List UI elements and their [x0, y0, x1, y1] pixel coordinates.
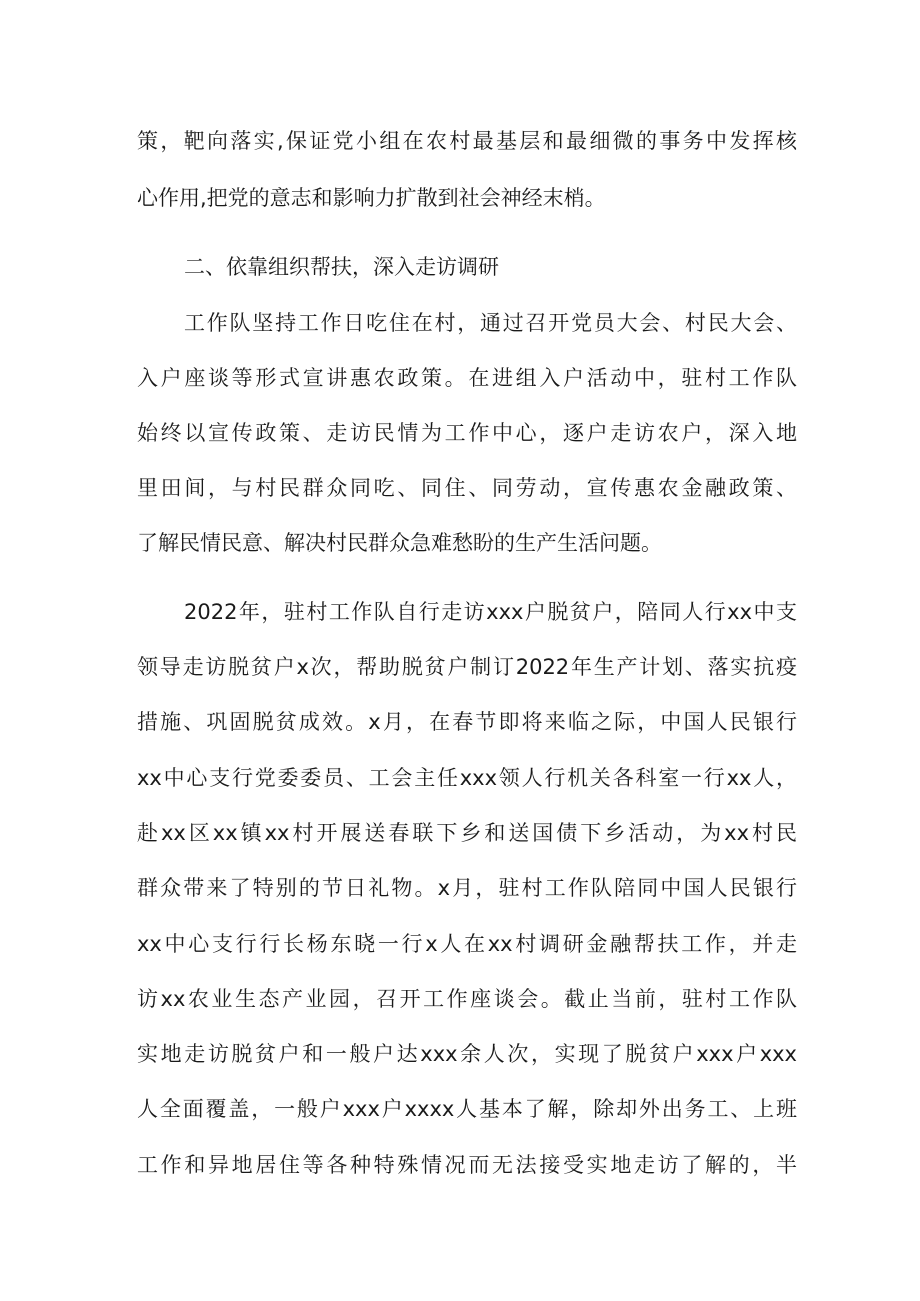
para3-line-8: 访xx农业生态产业园，召开工作座谈会。截止当前，驻村工作队 [137, 987, 797, 1011]
para2-line-4: 里田间，与村民群众同吃、同住、同劳动，宣传惠农金融政策、 [137, 476, 797, 500]
para2-line-1: 工作队坚持工作日吃住在村，通过召开党员大会、村民大会、 [184, 311, 797, 335]
para2-line-2: 入户座谈等形式宣讲惠农政策。在进组入户活动中，驻村工作队 [137, 366, 797, 390]
para3-line-3: 措施、巩固脱贫成效。x月，在春节即将来临之际，中国人民银行 [137, 710, 797, 734]
para3-line-10: 人全面覆盖，一般户xxx户xxxx人基本了解，除却外出务工、上班 [137, 1097, 797, 1121]
para1-line-2: 心作用,把党的意志和影响力扩散到社会神经末梢。 [137, 186, 606, 210]
para3-line-4: xx中心支行党委委员、工会主任xxx领人行机关各科室一行xx人， [137, 766, 797, 790]
para3-line-2: 领导走访脱贫户x次，帮助脱贫户制订2022年生产计划、落实抗疫 [137, 655, 797, 679]
para1-line-1: 策，靶向落实,保证党小组在农村最基层和最细微的事务中发挥核 [137, 129, 797, 153]
para3-line-7: xx中心支行行长杨东晓一行x人在xx村调研金融帮扶工作，并走 [137, 932, 797, 956]
para3-line-9: 实地走访脱贫户和一般户达xxx余人次，实现了脱贫户xxx户xxx [137, 1042, 797, 1066]
para3-line-5: 赴xx区xx镇xx村开展送春联下乡和送国债下乡活动，为xx村民 [137, 821, 797, 845]
para3-line-1: 2022年，驻村工作队自行走访xxx户脱贫户，陪同人行xx中支 [184, 600, 797, 624]
para2-line-5: 了解民情民意、解决村民群众急难愁盼的生产生活问题。 [137, 531, 662, 555]
para2-line-3: 始终以宣传政策、走访民情为工作中心，逐户走访农户，深入地 [137, 421, 797, 445]
section-heading: 二、依靠组织帮扶，深入走访调研 [184, 255, 499, 279]
para3-line-11: 工作和异地居住等各种特殊情况而无法接受实地走访了解的，半 [137, 1153, 797, 1177]
para3-line-6: 群众带来了特别的节日礼物。x月，驻村工作队陪同中国人民银行 [137, 876, 797, 900]
